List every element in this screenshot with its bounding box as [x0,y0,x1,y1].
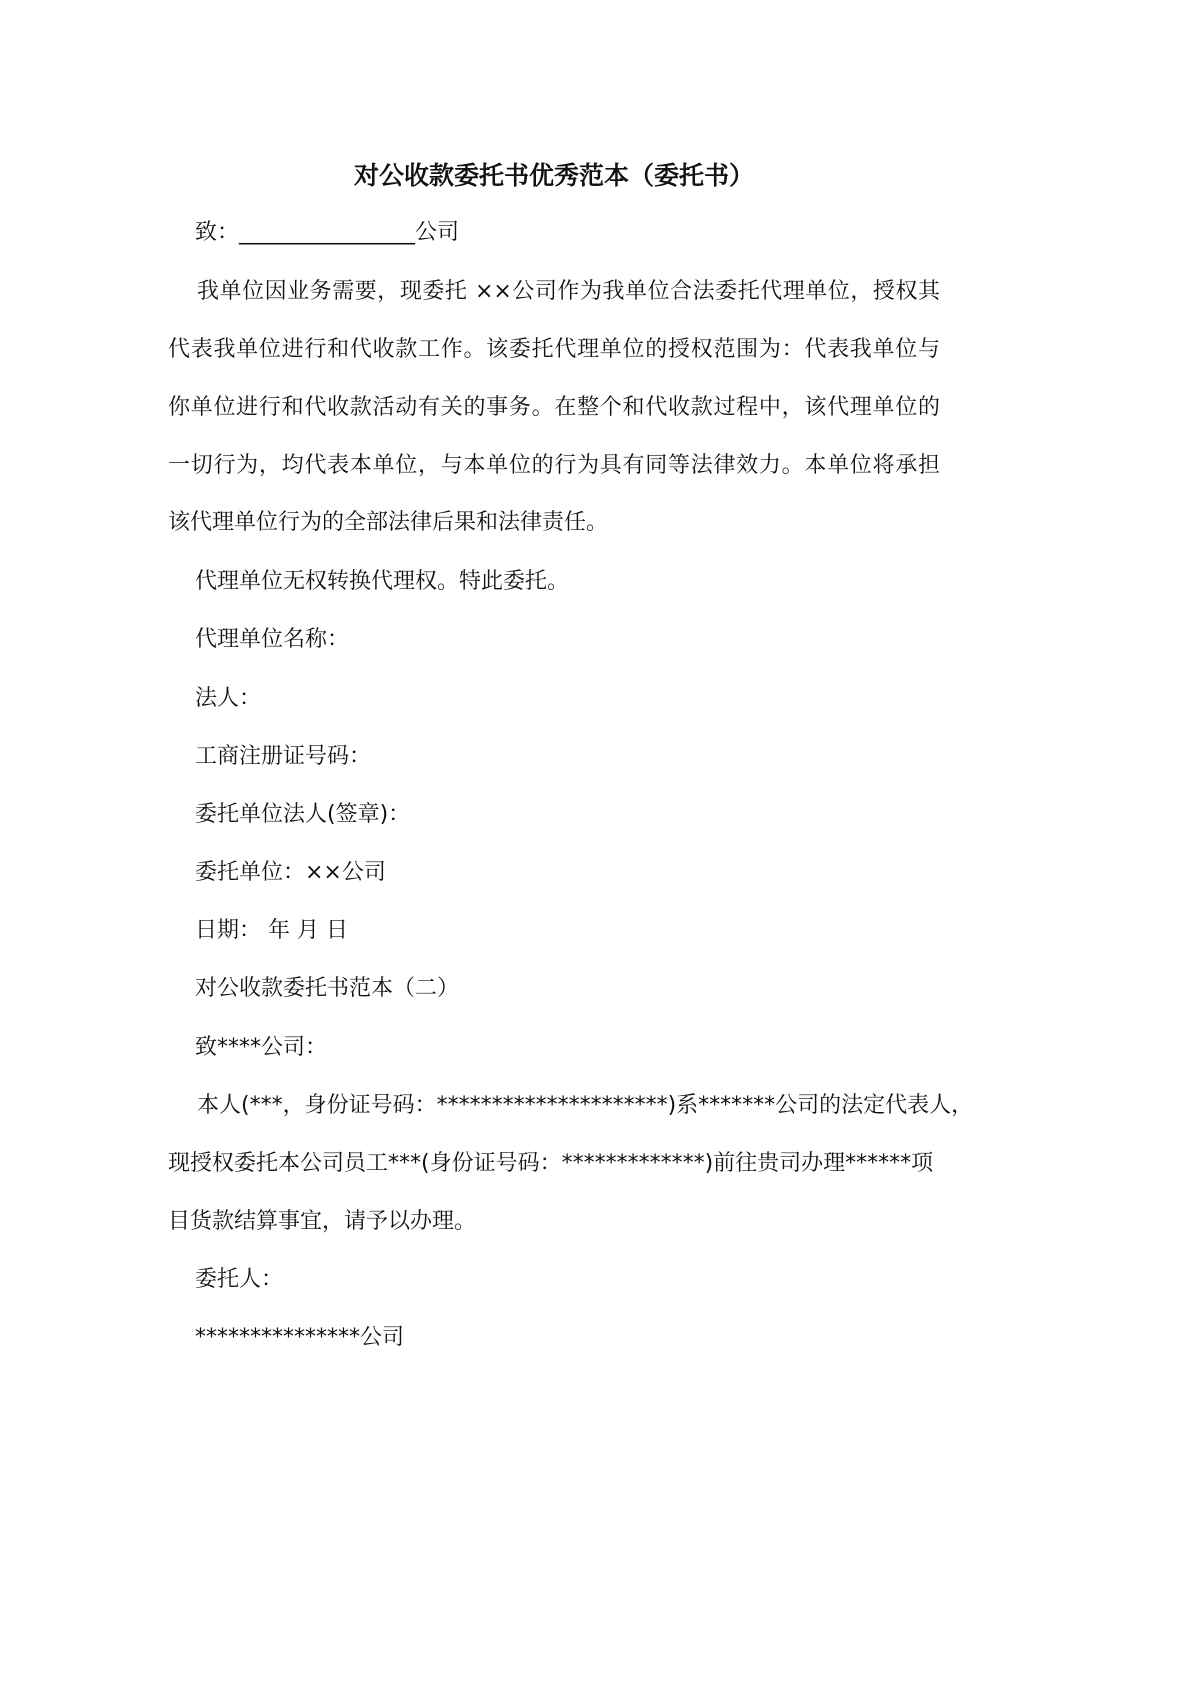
principal-signature-label: 委托单位法人(签章)： [195,802,411,827]
principal-company: ***************公司 [195,1325,405,1350]
body-line: 本人(***，身份证号码：*********************)系*******公司的法定代表人， [197,1093,974,1118]
addressee-line: 致****公司： [195,1035,328,1060]
principal-label: 委托人： [195,1267,284,1292]
date-line: 日期： 年 月 日 [195,918,348,943]
body-line: 我单位因业务需要，现委托 ××公司作为我单位合法委托代理单位，授权其 [197,279,940,304]
legal-person-label: 法人： [195,686,262,711]
addressee-line: 致：________________公司 [195,220,460,245]
body-line: 现授权委托本公司员工***(身份证号码：*************)前往贵司办理******项 [168,1151,934,1176]
body-line: 你单位进行和代收款活动有关的事务。在整个和代收款过程中，该代理单位的 [168,395,940,420]
document-title: 对公收款委托书优秀范本（委托书） [353,161,754,190]
body-line: 代表我单位进行和代收款工作。该委托代理单位的授权范围为：代表我单位与 [168,337,940,362]
section-heading: 对公收款委托书范本（二） [195,976,460,1001]
body-line: 该代理单位行为的全部法律后果和法律责任。 [168,510,609,535]
registration-number-label: 工商注册证号码： [195,744,372,769]
closing-note: 代理单位无权转换代理权。特此委托。 [195,569,570,594]
body-line: 一切行为，均代表本单位，与本单位的行为具有同等法律效力。本单位将承担 [168,453,940,478]
agent-name-label: 代理单位名称： [195,627,350,652]
principal-company-line: 委托单位：××公司 [195,860,386,885]
body-line: 目货款结算事宜，请予以办理。 [168,1209,477,1234]
